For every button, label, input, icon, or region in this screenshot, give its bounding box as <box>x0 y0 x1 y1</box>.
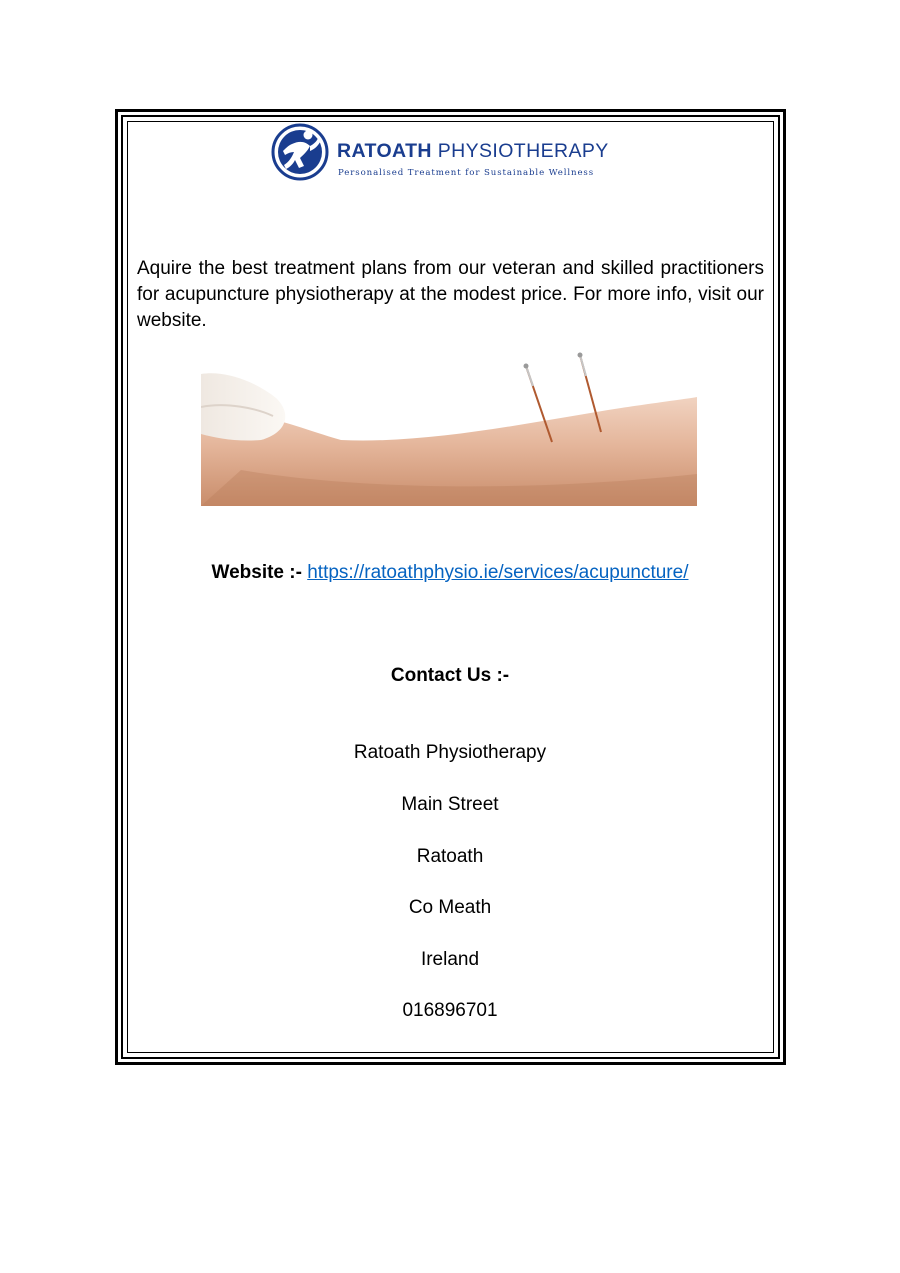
acupuncture-photo <box>201 352 697 506</box>
contact-heading: Contact Us :- <box>390 665 510 686</box>
logo-name: RATOATH PHYSIOTHERAPY <box>337 140 609 162</box>
contact-business-name: Ratoath Physiotherapy <box>353 742 547 763</box>
page-border <box>115 109 786 1065</box>
contact-county: Co Meath <box>408 897 492 918</box>
contact-phone: 016896701 <box>402 1000 498 1021</box>
intro-paragraph: Aquire the best treatment plans from our veteran and skilled practitioners for acupuncture physiotherapy at the modest price. For more info, visit our website. <box>137 258 764 331</box>
website-link[interactable]: https://ratoathphysio.ie/services/acupuncture/ <box>307 562 689 583</box>
contact-town: Ratoath <box>416 846 484 867</box>
contact-country: Ireland <box>420 949 480 970</box>
website-line <box>0 562 900 584</box>
website-label: Website :- <box>211 562 302 583</box>
contact-street: Main Street <box>401 794 499 815</box>
logo-tagline: Personalised Treatment for Sustainable Wellness <box>338 168 595 178</box>
runner-logo-icon <box>270 122 330 182</box>
ratoath-logo <box>270 122 630 184</box>
